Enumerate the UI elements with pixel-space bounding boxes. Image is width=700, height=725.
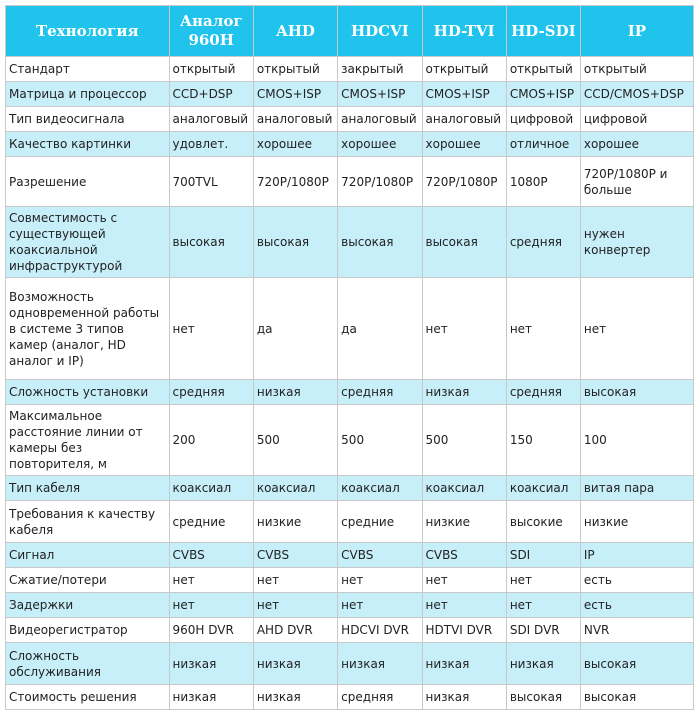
- table-cell: коаксиал: [169, 476, 253, 501]
- table-row: [6, 685, 694, 710]
- table-cell: CVBS: [422, 543, 506, 568]
- table-row: [6, 278, 694, 380]
- table-cell: CMOS+ISP: [506, 82, 580, 107]
- table-cell: средние: [169, 501, 253, 543]
- table-row: [6, 476, 694, 501]
- table-cell: да: [338, 278, 422, 380]
- table-cell: SDI: [506, 543, 580, 568]
- table-cell: высокая: [506, 685, 580, 710]
- row-label: Матрица и процессор: [6, 82, 170, 107]
- table-cell: NVR: [580, 618, 693, 643]
- table-cell: HDTVI DVR: [422, 618, 506, 643]
- table-cell: низкая: [169, 685, 253, 710]
- row-label: Сигнал: [6, 543, 170, 568]
- table-row: [6, 207, 694, 278]
- table-row: [6, 405, 694, 476]
- table-cell: аналоговый: [169, 107, 253, 132]
- header-row: [6, 6, 694, 57]
- table-cell: коаксиал: [506, 476, 580, 501]
- comparison-table-container: [5, 5, 694, 710]
- table-cell: аналоговый: [422, 107, 506, 132]
- row-label: Возможность одновременной работы в системе 3 типов камер (аналог, HD аналог и IP): [6, 278, 170, 380]
- table-cell: 500: [253, 405, 337, 476]
- table-cell: CCD/CMOS+DSP: [580, 82, 693, 107]
- table-cell: низкая: [422, 643, 506, 685]
- table-cell: нет: [169, 278, 253, 380]
- table-cell: нет: [338, 593, 422, 618]
- table-cell: высокая: [169, 207, 253, 278]
- table-cell: открытый: [253, 57, 337, 82]
- table-cell: хорошее: [580, 132, 693, 157]
- header-cell-hdcvi: HDCVI: [338, 6, 422, 57]
- table-cell: 500: [338, 405, 422, 476]
- table-cell: CVBS: [169, 543, 253, 568]
- row-label: Качество картинки: [6, 132, 170, 157]
- table-cell: CMOS+ISP: [338, 82, 422, 107]
- row-label: Максимальное расстояние линии от камеры без повторителя, м: [6, 405, 170, 476]
- table-cell: хорошее: [422, 132, 506, 157]
- row-label: Совместимость с существующей коаксиальной инфраструктурой: [6, 207, 170, 278]
- table-cell: средняя: [338, 380, 422, 405]
- table-cell: средняя: [169, 380, 253, 405]
- table-cell: низкая: [253, 380, 337, 405]
- table-cell: CVBS: [253, 543, 337, 568]
- table-cell: коаксиал: [338, 476, 422, 501]
- table-cell: CCD+DSP: [169, 82, 253, 107]
- table-cell: HDCVI DVR: [338, 618, 422, 643]
- table-cell: закрытый: [338, 57, 422, 82]
- table-row: [6, 618, 694, 643]
- table-cell: высокая: [580, 380, 693, 405]
- table-cell: низкая: [506, 643, 580, 685]
- table-cell: нет: [422, 278, 506, 380]
- table-row: [6, 380, 694, 405]
- row-label: Сжатие/потери: [6, 568, 170, 593]
- table-cell: CMOS+ISP: [422, 82, 506, 107]
- header-cell-analog-960h: Аналог 960H: [169, 6, 253, 57]
- table-cell: нет: [422, 568, 506, 593]
- table-cell: нет: [169, 593, 253, 618]
- table-cell: коаксиал: [422, 476, 506, 501]
- table-cell: высокая: [422, 207, 506, 278]
- table-cell: высокие: [506, 501, 580, 543]
- table-cell: 1080P: [506, 157, 580, 207]
- table-cell: высокая: [580, 685, 693, 710]
- table-cell: нет: [338, 568, 422, 593]
- table-cell: хорошее: [253, 132, 337, 157]
- table-cell: открытый: [169, 57, 253, 82]
- table-cell: низкая: [422, 685, 506, 710]
- table-cell: низкие: [253, 501, 337, 543]
- header-cell-hd-sdi: HD-SDI: [506, 6, 580, 57]
- table-row: [6, 57, 694, 82]
- header-cell-ip: IP: [580, 6, 693, 57]
- table-cell: низкая: [422, 380, 506, 405]
- table-cell: нужен конвертер: [580, 207, 693, 278]
- table-cell: низкая: [253, 685, 337, 710]
- table-cell: 500: [422, 405, 506, 476]
- table-cell: 200: [169, 405, 253, 476]
- row-label: Задержки: [6, 593, 170, 618]
- table-cell: открытый: [506, 57, 580, 82]
- table-cell: средняя: [506, 207, 580, 278]
- table-cell: низкая: [253, 643, 337, 685]
- table-cell: 720P/1080P и больше: [580, 157, 693, 207]
- table-cell: аналоговый: [338, 107, 422, 132]
- table-cell: AHD DVR: [253, 618, 337, 643]
- table-cell: есть: [580, 568, 693, 593]
- table-cell: коаксиал: [253, 476, 337, 501]
- table-cell: цифровой: [506, 107, 580, 132]
- table-cell: отличное: [506, 132, 580, 157]
- table-row: [6, 157, 694, 207]
- table-cell: нет: [422, 593, 506, 618]
- table-cell: цифровой: [580, 107, 693, 132]
- technology-comparison-table: [5, 5, 694, 710]
- row-label: Стоимость решения: [6, 685, 170, 710]
- table-cell: удовлет.: [169, 132, 253, 157]
- table-cell: хорошее: [338, 132, 422, 157]
- table-cell: 700TVL: [169, 157, 253, 207]
- table-cell: CMOS+ISP: [253, 82, 337, 107]
- table-cell: открытый: [422, 57, 506, 82]
- table-cell: нет: [506, 568, 580, 593]
- table-cell: нет: [253, 568, 337, 593]
- row-label: Видеорегистратор: [6, 618, 170, 643]
- table-cell: 720P/1080P: [422, 157, 506, 207]
- table-cell: аналоговый: [253, 107, 337, 132]
- table-cell: открытый: [580, 57, 693, 82]
- table-cell: низкие: [422, 501, 506, 543]
- table-cell: 100: [580, 405, 693, 476]
- row-label: Разрешение: [6, 157, 170, 207]
- table-cell: 720P/1080P: [253, 157, 337, 207]
- table-row: [6, 107, 694, 132]
- row-label: Сложность установки: [6, 380, 170, 405]
- row-label: Сложность обслуживания: [6, 643, 170, 685]
- table-cell: средняя: [506, 380, 580, 405]
- table-cell: средняя: [338, 685, 422, 710]
- table-body: [6, 57, 694, 710]
- table-cell: есть: [580, 593, 693, 618]
- table-cell: 960H DVR: [169, 618, 253, 643]
- table-row: [6, 543, 694, 568]
- row-label: Тип кабеля: [6, 476, 170, 501]
- table-row: [6, 132, 694, 157]
- table-cell: низкая: [338, 643, 422, 685]
- table-cell: низкие: [580, 501, 693, 543]
- table-cell: нет: [169, 568, 253, 593]
- table-cell: низкая: [169, 643, 253, 685]
- row-label: Требования к качеству кабеля: [6, 501, 170, 543]
- table-cell: 150: [506, 405, 580, 476]
- table-cell: IP: [580, 543, 693, 568]
- table-cell: CVBS: [338, 543, 422, 568]
- table-cell: высокая: [580, 643, 693, 685]
- header-cell-technology: Технология: [6, 6, 170, 57]
- table-row: [6, 82, 694, 107]
- table-row: [6, 568, 694, 593]
- table-cell: 720P/1080P: [338, 157, 422, 207]
- row-label: Тип видеосигнала: [6, 107, 170, 132]
- table-row: [6, 593, 694, 618]
- table-row: [6, 501, 694, 543]
- table-cell: витая пара: [580, 476, 693, 501]
- table-cell: средние: [338, 501, 422, 543]
- table-cell: нет: [506, 593, 580, 618]
- table-cell: высокая: [253, 207, 337, 278]
- table-cell: SDI DVR: [506, 618, 580, 643]
- table-row: [6, 643, 694, 685]
- table-cell: высокая: [338, 207, 422, 278]
- row-label: Стандарт: [6, 57, 170, 82]
- table-cell: да: [253, 278, 337, 380]
- header-cell-ahd: AHD: [253, 6, 337, 57]
- table-cell: нет: [506, 278, 580, 380]
- header-cell-hd-tvi: HD-TVI: [422, 6, 506, 57]
- table-cell: нет: [253, 593, 337, 618]
- table-cell: нет: [580, 278, 693, 380]
